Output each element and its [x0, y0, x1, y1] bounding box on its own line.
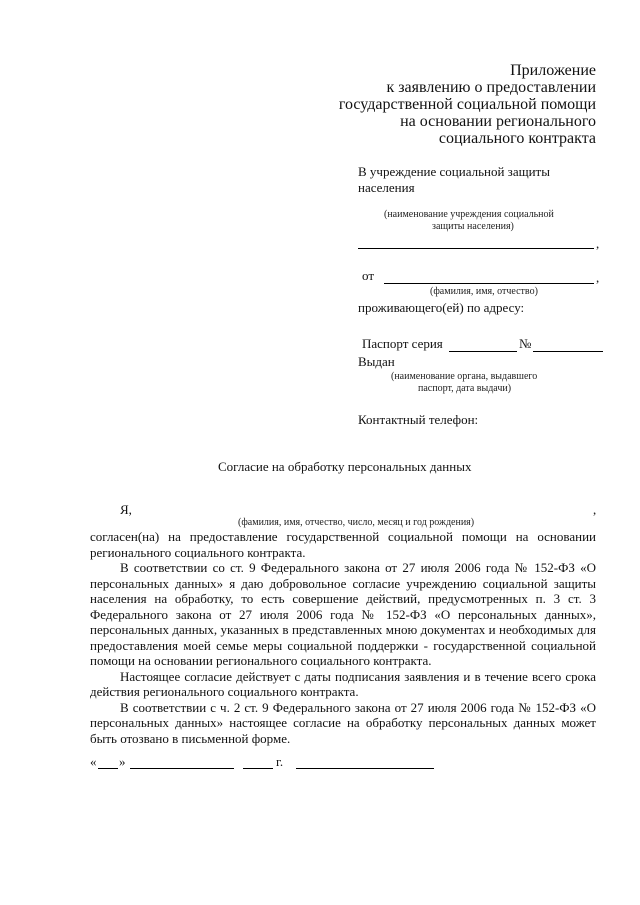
- appendix-line: Приложение: [510, 62, 596, 79]
- institution-hint-1: (наименование учреждения социальной: [384, 209, 554, 220]
- month-field-line[interactable]: [130, 768, 234, 769]
- appendix-line: социального контракта: [438, 130, 596, 147]
- paragraph-4: В соответствии с ч. 2 ст. 9 Федерального закона от 27 июля 2006 года № 152-ФЗ «О персональных данных» настоящее согласие на обработку персональных данных может быть отозвано в письменной форме.: [90, 699, 596, 746]
- paragraph-3: Настоящее согласие действует с даты подписания заявления и в течение всего срока действия регионального социального контракта.: [90, 668, 596, 699]
- appendix-block: [339, 62, 596, 147]
- appendix-line: к заявлению о предоставлении: [386, 79, 596, 96]
- document-title: Согласие на обработку персональных данных: [218, 459, 472, 474]
- fio-hint: (фамилия, имя, отчество): [430, 286, 538, 297]
- appendix-line: на основании регионального: [400, 113, 596, 130]
- passport-number-line[interactable]: [533, 351, 603, 352]
- paragraph-2: В соответствии со ст. 9 Федерального закона от 27 июля 2006 года № 152-ФЗ «О персональных данных» я даю добровольное согласие учреждению социальной защиты населения на обработку, то есть совершение действий, предусмотренных п. 3 ст. 3 Федерального закона от 27 июля 2006 года № 152-ФЗ «О персональных данных», персональных данных, указанных в представленных мною документах и необходимых для предоставления моей семье меры социальной поддержки - государственной социальной помощи на основании регионального социального контракта.: [90, 560, 596, 668]
- institution-hint-2: защиты населения): [432, 221, 514, 232]
- issuer-hint-1: (наименование органа, выдавшего: [391, 371, 538, 382]
- person-comma: ,: [593, 502, 597, 517]
- date-close-quote: »: [119, 754, 126, 769]
- ya-label: Я,: [120, 502, 132, 517]
- phone-label: Контактный телефон:: [358, 412, 479, 427]
- issuer-hint-2: паспорт, дата выдачи): [418, 383, 512, 394]
- fio-field-line[interactable]: [384, 283, 594, 284]
- signature-field-line[interactable]: [296, 768, 434, 769]
- date-open-quote: «: [90, 754, 97, 769]
- appendix-line: государственной социальной помощи: [338, 96, 596, 113]
- person-hint: (фамилия, имя, отчество, число, месяц и год рождения): [238, 517, 475, 528]
- passport-series-line[interactable]: [449, 351, 517, 352]
- institution-label-2: населения: [358, 180, 415, 195]
- residing-label: проживающего(ей) по адресу:: [358, 300, 525, 315]
- paragraph-1: согласен(на) на предоставление государственной социальной помощи на основании регионального социального контракта.: [90, 529, 596, 560]
- year-suffix: г.: [276, 754, 284, 769]
- fio-comma: ,: [596, 270, 600, 285]
- number-sign: №: [519, 336, 532, 351]
- from-label: от: [362, 268, 375, 283]
- issued-label: Выдан: [358, 354, 395, 369]
- year-field-line[interactable]: [243, 768, 273, 769]
- institution-field-line[interactable]: [358, 248, 594, 249]
- passport-label: Паспорт серия: [362, 336, 443, 351]
- institution-label-1: В учреждение социальной защиты: [358, 164, 550, 179]
- institution-comma: ,: [596, 236, 600, 251]
- consent-text: [90, 529, 596, 746]
- day-field-line[interactable]: [98, 768, 118, 769]
